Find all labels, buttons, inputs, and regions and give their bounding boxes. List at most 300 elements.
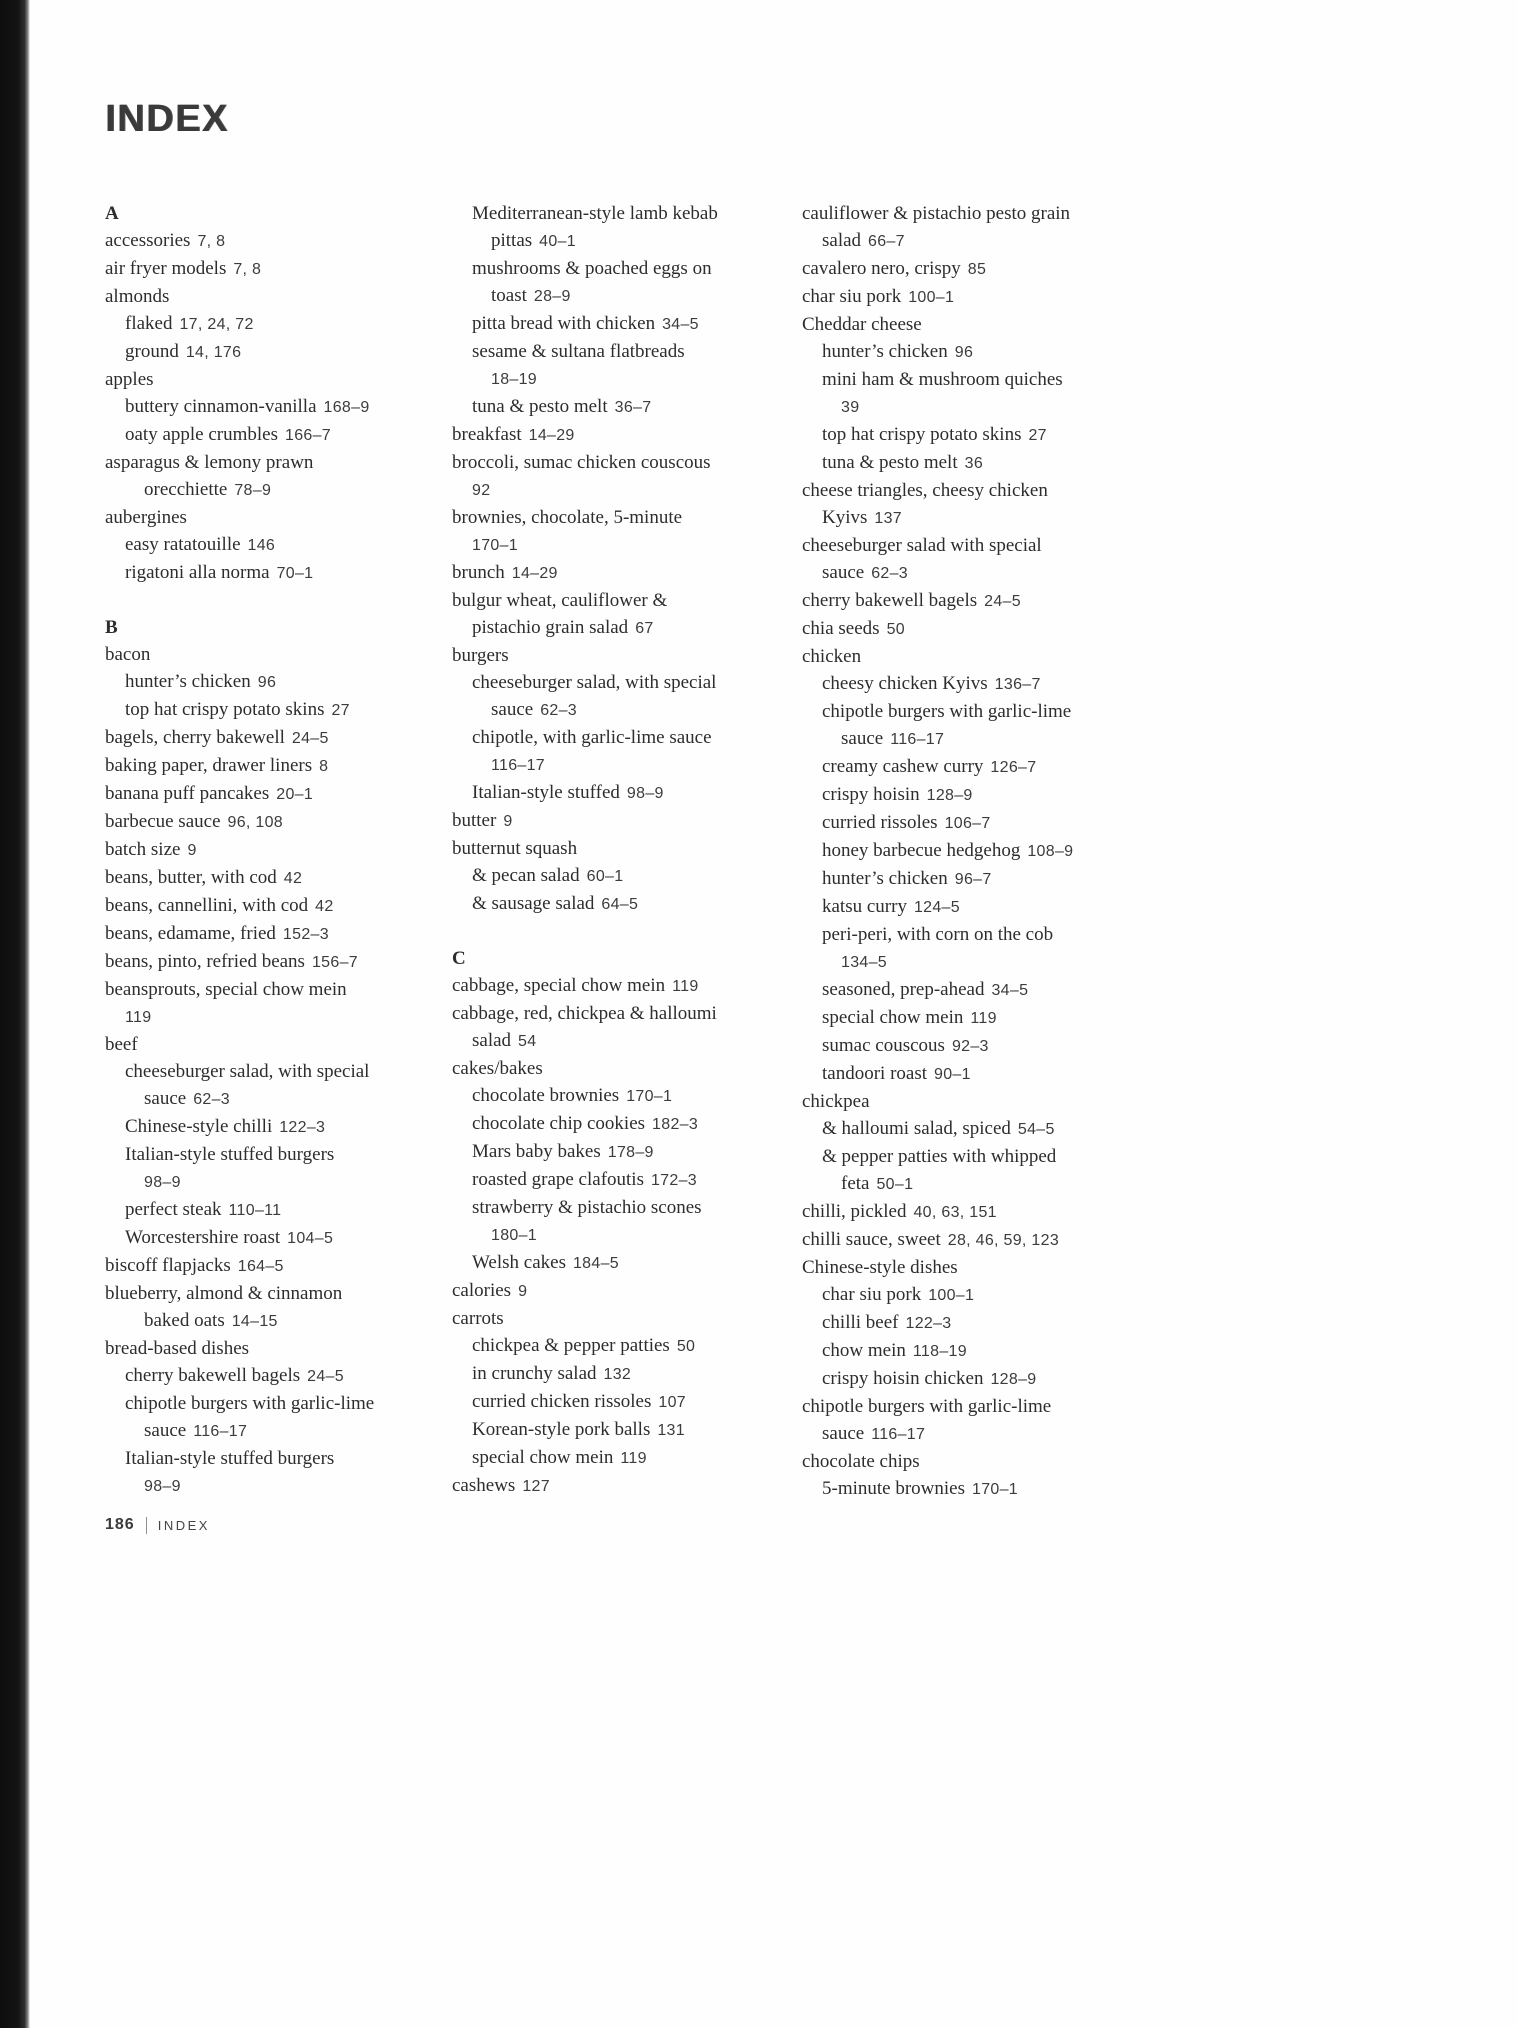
entry-page-numbers: 116–17 bbox=[193, 1423, 248, 1440]
entry-page-numbers: 62–3 bbox=[540, 702, 577, 719]
entry-text: orecchiette bbox=[144, 479, 228, 500]
index-entry bbox=[802, 1448, 1158, 1475]
index-entry bbox=[105, 255, 451, 283]
entry-text: barbecue sauce bbox=[105, 811, 221, 832]
entry-text: chocolate brownies bbox=[472, 1085, 620, 1106]
index-entry bbox=[452, 421, 800, 449]
entry-page-numbers: 40, 63, 151 bbox=[913, 1204, 997, 1221]
entry-text: banana puff pancakes bbox=[105, 783, 270, 804]
entry-page-numbers: 90–1 bbox=[934, 1066, 971, 1083]
entry-page-numbers: 17, 24, 72 bbox=[179, 316, 254, 333]
entry-page-numbers: 108–9 bbox=[1027, 843, 1074, 860]
entry-text: cherry bakewell bagels bbox=[125, 1365, 301, 1386]
entry-page-numbers: 36 bbox=[964, 455, 984, 472]
index-entry bbox=[802, 893, 1158, 921]
entry-page-numbers: 39 bbox=[841, 399, 860, 416]
entry-text: Italian-style stuffed burgers bbox=[125, 1448, 335, 1469]
entry-text: chicken bbox=[802, 646, 862, 667]
index-entry bbox=[105, 559, 451, 587]
index-section-letter bbox=[105, 614, 451, 641]
entry-text: salad bbox=[472, 1030, 512, 1051]
entry-page-numbers: 27 bbox=[1028, 427, 1047, 444]
entry-page-numbers: 14–29 bbox=[528, 427, 575, 444]
entry-text: peri-peri, with corn on the cob bbox=[822, 924, 1054, 945]
entry-page-numbers: 170–1 bbox=[972, 1481, 1019, 1498]
entry-text: ground bbox=[125, 341, 179, 362]
entry-text: seasoned, prep-ahead bbox=[822, 979, 985, 1000]
entry-page-numbers: 178–9 bbox=[607, 1144, 654, 1161]
entry-text: chilli sauce, sweet bbox=[802, 1229, 941, 1250]
index-entry bbox=[452, 365, 800, 393]
entry-text: & halloumi salad, spiced bbox=[822, 1118, 1011, 1139]
index-column-2 bbox=[452, 200, 800, 1500]
index-entry bbox=[452, 779, 800, 807]
index-entry bbox=[105, 1031, 451, 1058]
entry-page-numbers: 137 bbox=[874, 510, 903, 527]
index-entry bbox=[802, 200, 1158, 227]
entry-text: easy ratatouille bbox=[125, 534, 241, 555]
index-entry bbox=[452, 338, 800, 365]
entry-page-numbers: 132 bbox=[603, 1366, 632, 1383]
entry-text: cheesy chicken Kyivs bbox=[822, 673, 988, 694]
index-entry bbox=[105, 1196, 451, 1224]
index-entry bbox=[105, 504, 451, 531]
entry-text: burgers bbox=[452, 645, 509, 666]
entry-text: baked oats bbox=[144, 1310, 225, 1331]
entry-text: tandoori roast bbox=[822, 1063, 928, 1084]
entry-page-numbers: 116–17 bbox=[890, 731, 945, 748]
entry-text: C bbox=[452, 948, 466, 969]
index-entry bbox=[802, 725, 1158, 753]
index-entry bbox=[452, 1166, 800, 1194]
entry-page-numbers: 182–3 bbox=[652, 1116, 699, 1133]
index-entry bbox=[802, 809, 1158, 837]
entry-text: chickpea & pepper patties bbox=[472, 1335, 670, 1356]
entry-page-numbers: 124–5 bbox=[913, 899, 960, 916]
index-entry bbox=[452, 1027, 800, 1055]
index-entry bbox=[105, 283, 451, 310]
entry-page-numbers: 100–1 bbox=[928, 1287, 975, 1304]
index-entry bbox=[452, 1000, 800, 1027]
index-entry bbox=[105, 227, 451, 255]
entry-text: blueberry, almond & cinnamon bbox=[105, 1283, 343, 1304]
entry-page-numbers: 28–9 bbox=[533, 288, 571, 305]
entry-text: Cheddar cheese bbox=[802, 314, 922, 335]
entry-text: chickpea bbox=[802, 1091, 870, 1112]
index-entry bbox=[802, 670, 1158, 698]
entry-text: char siu pork bbox=[802, 286, 902, 307]
index-entry bbox=[452, 1472, 800, 1500]
index-entry bbox=[802, 753, 1158, 781]
index-entry bbox=[452, 1277, 800, 1305]
index-entry bbox=[802, 587, 1158, 615]
index-entry bbox=[802, 532, 1158, 559]
index-entry bbox=[802, 1004, 1158, 1032]
entry-page-numbers: 62–3 bbox=[193, 1091, 230, 1108]
entry-text: cabbage, red, chickpea & halloumi bbox=[452, 1003, 717, 1024]
index-entry bbox=[452, 862, 800, 890]
entry-page-numbers: 96, 108 bbox=[227, 814, 283, 831]
entry-page-numbers: 85 bbox=[967, 261, 987, 278]
entry-page-numbers: 92–3 bbox=[951, 1038, 989, 1055]
index-entry bbox=[802, 698, 1158, 725]
entry-text: batch size bbox=[105, 839, 181, 860]
entry-page-numbers: 118–19 bbox=[912, 1343, 967, 1360]
entry-text: sauce bbox=[144, 1088, 187, 1109]
entry-page-numbers: 184–5 bbox=[572, 1255, 619, 1272]
entry-page-numbers: 67 bbox=[635, 620, 654, 637]
index-entry bbox=[105, 1445, 451, 1472]
index-column-3 bbox=[802, 200, 1158, 1503]
index-entry bbox=[452, 559, 800, 587]
entry-page-numbers: 14–29 bbox=[511, 565, 558, 582]
book-spine-edge bbox=[0, 0, 30, 2028]
entry-text: sauce bbox=[491, 699, 534, 720]
entry-page-numbers: 36–7 bbox=[614, 399, 652, 416]
entry-text: chow mein bbox=[822, 1340, 906, 1361]
entry-page-numbers: 20–1 bbox=[276, 786, 314, 803]
entry-text: cheese triangles, cheesy chicken bbox=[802, 480, 1048, 501]
index-entry bbox=[452, 1221, 800, 1249]
entry-text: broccoli, sumac chicken couscous bbox=[452, 452, 711, 473]
entry-text: cheeseburger salad, with special bbox=[472, 672, 717, 693]
index-entry bbox=[802, 1032, 1158, 1060]
entry-page-numbers: 64–5 bbox=[601, 896, 639, 913]
index-entry bbox=[105, 1252, 451, 1280]
entry-page-numbers: 7, 8 bbox=[233, 261, 262, 278]
entry-page-numbers: 54–5 bbox=[1017, 1121, 1055, 1138]
entry-text: hunter’s chicken bbox=[822, 341, 948, 362]
index-entry bbox=[802, 283, 1158, 311]
entry-text: feta bbox=[841, 1173, 870, 1194]
index-entry bbox=[802, 393, 1158, 421]
entry-text: apples bbox=[105, 369, 154, 390]
entry-text: rigatoni alla norma bbox=[125, 562, 270, 583]
entry-page-numbers: 122–3 bbox=[905, 1315, 952, 1332]
entry-page-numbers: 50 bbox=[886, 621, 905, 638]
entry-text: cheeseburger salad, with special bbox=[125, 1061, 370, 1082]
index-entry bbox=[452, 1249, 800, 1277]
index-entry bbox=[105, 476, 451, 504]
index-entry bbox=[802, 948, 1158, 976]
entry-text: chocolate chips bbox=[802, 1451, 920, 1472]
index-entry bbox=[105, 864, 451, 892]
entry-page-numbers: 122–3 bbox=[279, 1119, 326, 1136]
footer-label: INDEX bbox=[157, 1517, 210, 1533]
entry-text: chipotle, with garlic-lime sauce bbox=[472, 727, 712, 748]
entry-text: sauce bbox=[841, 728, 884, 749]
index-entry bbox=[802, 781, 1158, 809]
entry-page-numbers: 8 bbox=[319, 758, 329, 775]
entry-text: Italian-style stuffed burgers bbox=[125, 1144, 335, 1165]
entry-text: Italian-style stuffed bbox=[472, 782, 620, 803]
index-entry bbox=[105, 1472, 451, 1500]
entry-text: biscoff flapjacks bbox=[105, 1255, 231, 1276]
entry-text: cherry bakewell bagels bbox=[802, 590, 978, 611]
entry-text: & pepper patties with whipped bbox=[822, 1146, 1057, 1167]
index-entry bbox=[802, 1281, 1158, 1309]
entry-text: 5-minute brownies bbox=[822, 1478, 966, 1499]
entry-text: Mars baby bakes bbox=[472, 1141, 601, 1162]
index-entry bbox=[802, 1088, 1158, 1115]
entry-text: toast bbox=[491, 285, 527, 306]
index-entry bbox=[452, 1110, 800, 1138]
index-entry bbox=[802, 227, 1158, 255]
entry-page-numbers: 134–5 bbox=[841, 954, 887, 971]
entry-page-numbers: 116–17 bbox=[491, 757, 546, 774]
entry-text: crispy hoisin bbox=[822, 784, 920, 805]
entry-page-numbers: 106–7 bbox=[944, 815, 991, 832]
index-entry bbox=[105, 338, 451, 366]
entry-text: B bbox=[105, 617, 118, 638]
entry-text: asparagus & lemony prawn bbox=[105, 452, 314, 473]
entry-text: cavalero nero, crispy bbox=[802, 258, 961, 279]
index-entry bbox=[105, 1168, 451, 1196]
index-entry bbox=[452, 751, 800, 779]
index-entry bbox=[105, 1003, 451, 1031]
entry-text: chipotle burgers with garlic-lime bbox=[802, 1396, 1052, 1417]
index-entry bbox=[802, 1060, 1158, 1088]
entry-page-numbers: 136–7 bbox=[994, 676, 1041, 693]
index-entry bbox=[105, 668, 451, 696]
index-entry bbox=[802, 1393, 1158, 1420]
entry-page-numbers: 128–9 bbox=[926, 787, 973, 804]
index-entry bbox=[802, 366, 1158, 393]
entry-page-numbers: 127 bbox=[522, 1478, 550, 1495]
entry-text: curried chicken rissoles bbox=[472, 1391, 652, 1412]
entry-text: creamy cashew curry bbox=[822, 756, 984, 777]
entry-page-numbers: 98–9 bbox=[626, 785, 664, 802]
entry-text: bagels, cherry bakewell bbox=[105, 727, 285, 748]
entry-page-numbers: 168–9 bbox=[323, 399, 370, 416]
entry-text: oaty apple crumbles bbox=[125, 424, 279, 445]
entry-text: baking paper, drawer liners bbox=[105, 755, 313, 776]
entry-page-numbers: 146 bbox=[247, 537, 276, 554]
entry-page-numbers: 170–1 bbox=[472, 537, 518, 554]
entry-text: cauliflower & pistachio pesto grain bbox=[802, 203, 1071, 224]
entry-text: beans, butter, with cod bbox=[105, 867, 277, 888]
entry-page-numbers: 70–1 bbox=[276, 565, 314, 582]
index-entry bbox=[105, 724, 451, 752]
page-title: INDEX bbox=[105, 98, 229, 140]
entry-text: bulgur wheat, cauliflower & bbox=[452, 590, 668, 611]
entry-text: Mediterranean-style lamb kebab bbox=[472, 203, 718, 224]
entry-text: breakfast bbox=[452, 424, 522, 445]
entry-page-numbers: 119 bbox=[970, 1010, 997, 1027]
index-entry bbox=[452, 531, 800, 559]
index-entry bbox=[802, 1337, 1158, 1365]
entry-text: Welsh cakes bbox=[472, 1252, 566, 1273]
entry-text: almonds bbox=[105, 286, 170, 307]
index-entry bbox=[105, 393, 451, 421]
entry-page-numbers: 50 bbox=[676, 1338, 696, 1355]
index-entry bbox=[802, 255, 1158, 283]
index-entry bbox=[452, 227, 800, 255]
entry-text: chia seeds bbox=[802, 618, 880, 639]
index-entry bbox=[105, 1058, 451, 1085]
index-entry bbox=[105, 1280, 451, 1307]
entry-page-numbers: 24–5 bbox=[984, 593, 1021, 610]
entry-page-numbers: 9 bbox=[503, 813, 513, 830]
entry-page-numbers: 152–3 bbox=[282, 926, 329, 943]
entry-text: Worcestershire roast bbox=[125, 1227, 281, 1248]
index-entry bbox=[452, 614, 800, 642]
index-entry bbox=[105, 1141, 451, 1168]
index-entry bbox=[802, 1198, 1158, 1226]
entry-text: butternut squash bbox=[452, 838, 578, 859]
entry-text: char siu pork bbox=[822, 1284, 922, 1305]
index-entry bbox=[452, 807, 800, 835]
index-entry bbox=[105, 920, 451, 948]
index-entry bbox=[452, 587, 800, 614]
index-entry bbox=[452, 476, 800, 504]
index-entry bbox=[452, 504, 800, 531]
entry-text: brownies, chocolate, 5-minute bbox=[452, 507, 683, 528]
entry-text: A bbox=[105, 203, 119, 224]
entry-page-numbers: 24–5 bbox=[291, 730, 329, 747]
index-section-letter bbox=[452, 945, 800, 972]
index-entry bbox=[452, 449, 800, 476]
entry-page-numbers: 60–1 bbox=[586, 868, 624, 885]
entry-text: cheeseburger salad with special bbox=[802, 535, 1042, 556]
index-entry bbox=[452, 200, 800, 227]
index-entry bbox=[802, 477, 1158, 504]
index-entry bbox=[105, 1417, 451, 1445]
entry-page-numbers: 98–9 bbox=[144, 1174, 181, 1191]
index-entry bbox=[105, 449, 451, 476]
index-entry bbox=[802, 449, 1158, 477]
entry-page-numbers: 116–17 bbox=[871, 1426, 926, 1443]
index-entry bbox=[452, 255, 800, 282]
entry-text: top hat crispy potato skins bbox=[822, 424, 1022, 445]
entry-page-numbers: 92 bbox=[472, 482, 491, 499]
entry-page-numbers: 62–3 bbox=[871, 565, 908, 582]
entry-text: beef bbox=[105, 1034, 138, 1055]
entry-text: Kyivs bbox=[822, 507, 868, 528]
index-entry bbox=[452, 1360, 800, 1388]
entry-page-numbers: 9 bbox=[187, 842, 197, 859]
entry-text: pitta bread with chicken bbox=[472, 313, 656, 334]
entry-page-numbers: 100–1 bbox=[908, 289, 955, 306]
entry-page-numbers: 24–5 bbox=[307, 1368, 344, 1385]
entry-text: carrots bbox=[452, 1308, 504, 1329]
index-entry bbox=[105, 366, 451, 393]
index-entry bbox=[452, 1416, 800, 1444]
index-entry bbox=[802, 421, 1158, 449]
index-entry bbox=[802, 1115, 1158, 1143]
entry-text: buttery cinnamon-vanilla bbox=[125, 396, 317, 417]
entry-text: air fryer models bbox=[105, 258, 227, 279]
entry-text: roasted grape clafoutis bbox=[472, 1169, 644, 1190]
entry-text: special chow mein bbox=[472, 1447, 614, 1468]
entry-page-numbers: 14, 176 bbox=[185, 344, 242, 361]
entry-page-numbers: 119 bbox=[125, 1009, 152, 1026]
entry-text: Korean-style pork balls bbox=[472, 1419, 651, 1440]
entry-page-numbers: 28, 46, 59, 123 bbox=[947, 1232, 1060, 1249]
entry-page-numbers: 156–7 bbox=[311, 954, 358, 971]
index-entry bbox=[802, 1309, 1158, 1337]
entry-text: sesame & sultana flatbreads bbox=[472, 341, 685, 362]
index-entry bbox=[802, 1254, 1158, 1281]
entry-text: salad bbox=[822, 230, 862, 251]
entry-page-numbers: 104–5 bbox=[287, 1230, 334, 1247]
entry-page-numbers: 78–9 bbox=[234, 482, 272, 499]
entry-text: perfect steak bbox=[125, 1199, 222, 1220]
index-entry bbox=[105, 696, 451, 724]
index-entry bbox=[105, 1335, 451, 1362]
index-entry bbox=[452, 1055, 800, 1082]
footer-divider bbox=[146, 1517, 147, 1534]
entry-page-numbers: 66–7 bbox=[868, 233, 905, 250]
entry-page-numbers: 27 bbox=[331, 702, 350, 719]
entry-text: pistachio grain salad bbox=[472, 617, 629, 638]
entry-text: crispy hoisin chicken bbox=[822, 1368, 984, 1389]
entry-page-numbers: 107 bbox=[658, 1394, 686, 1411]
entry-text: tuna & pesto melt bbox=[822, 452, 958, 473]
entry-text: & pecan salad bbox=[472, 865, 580, 886]
index-entry bbox=[452, 1082, 800, 1110]
index-entry bbox=[105, 1362, 451, 1390]
index-entry bbox=[452, 835, 800, 862]
entry-text: aubergines bbox=[105, 507, 187, 528]
index-entry bbox=[452, 1138, 800, 1166]
entry-text: cashews bbox=[452, 1475, 516, 1496]
entry-text: hunter’s chicken bbox=[822, 868, 948, 889]
index-entry bbox=[452, 1332, 800, 1360]
index-entry bbox=[452, 724, 800, 751]
index-entry bbox=[105, 1307, 451, 1335]
index-entry bbox=[452, 1444, 800, 1472]
index-entry bbox=[452, 972, 800, 1000]
index-entry bbox=[452, 1305, 800, 1332]
index-entry bbox=[105, 1085, 451, 1113]
entry-text: beansprouts, special chow mein bbox=[105, 979, 347, 1000]
footer-page-number: 186 bbox=[105, 1516, 135, 1533]
index-entry bbox=[452, 282, 800, 310]
entry-page-numbers: 50–1 bbox=[876, 1176, 914, 1193]
index-entry bbox=[105, 892, 451, 920]
entry-page-numbers: 34–5 bbox=[991, 982, 1029, 999]
index-entry bbox=[802, 643, 1158, 670]
index-entry bbox=[452, 393, 800, 421]
entry-text: chipotle burgers with garlic-lime bbox=[822, 701, 1072, 722]
entry-text: chocolate chip cookies bbox=[472, 1113, 646, 1134]
entry-text: cakes/bakes bbox=[452, 1058, 543, 1079]
index-entry bbox=[452, 696, 800, 724]
entry-page-numbers: 126–7 bbox=[990, 759, 1037, 776]
entry-page-numbers: 98–9 bbox=[144, 1478, 181, 1495]
index-entry bbox=[802, 1170, 1158, 1198]
entry-page-numbers: 96 bbox=[257, 674, 277, 691]
index-entry bbox=[802, 615, 1158, 643]
index-entry bbox=[105, 780, 451, 808]
page-footer bbox=[105, 1516, 210, 1534]
index-entry bbox=[452, 1388, 800, 1416]
entry-page-numbers: 34–5 bbox=[662, 316, 699, 333]
index-entry bbox=[105, 310, 451, 338]
entry-page-numbers: 119 bbox=[620, 1450, 647, 1467]
entry-text: tuna & pesto melt bbox=[472, 396, 608, 417]
index-entry bbox=[105, 641, 451, 668]
index-entry bbox=[452, 1194, 800, 1221]
entry-text: bread-based dishes bbox=[105, 1338, 250, 1359]
entry-text: hunter’s chicken bbox=[125, 671, 251, 692]
entry-page-numbers: 96–7 bbox=[954, 871, 992, 888]
entry-page-numbers: 128–9 bbox=[990, 1371, 1037, 1388]
entry-page-numbers: 96 bbox=[954, 344, 974, 361]
index-entry bbox=[105, 752, 451, 780]
index-entry bbox=[452, 890, 800, 918]
